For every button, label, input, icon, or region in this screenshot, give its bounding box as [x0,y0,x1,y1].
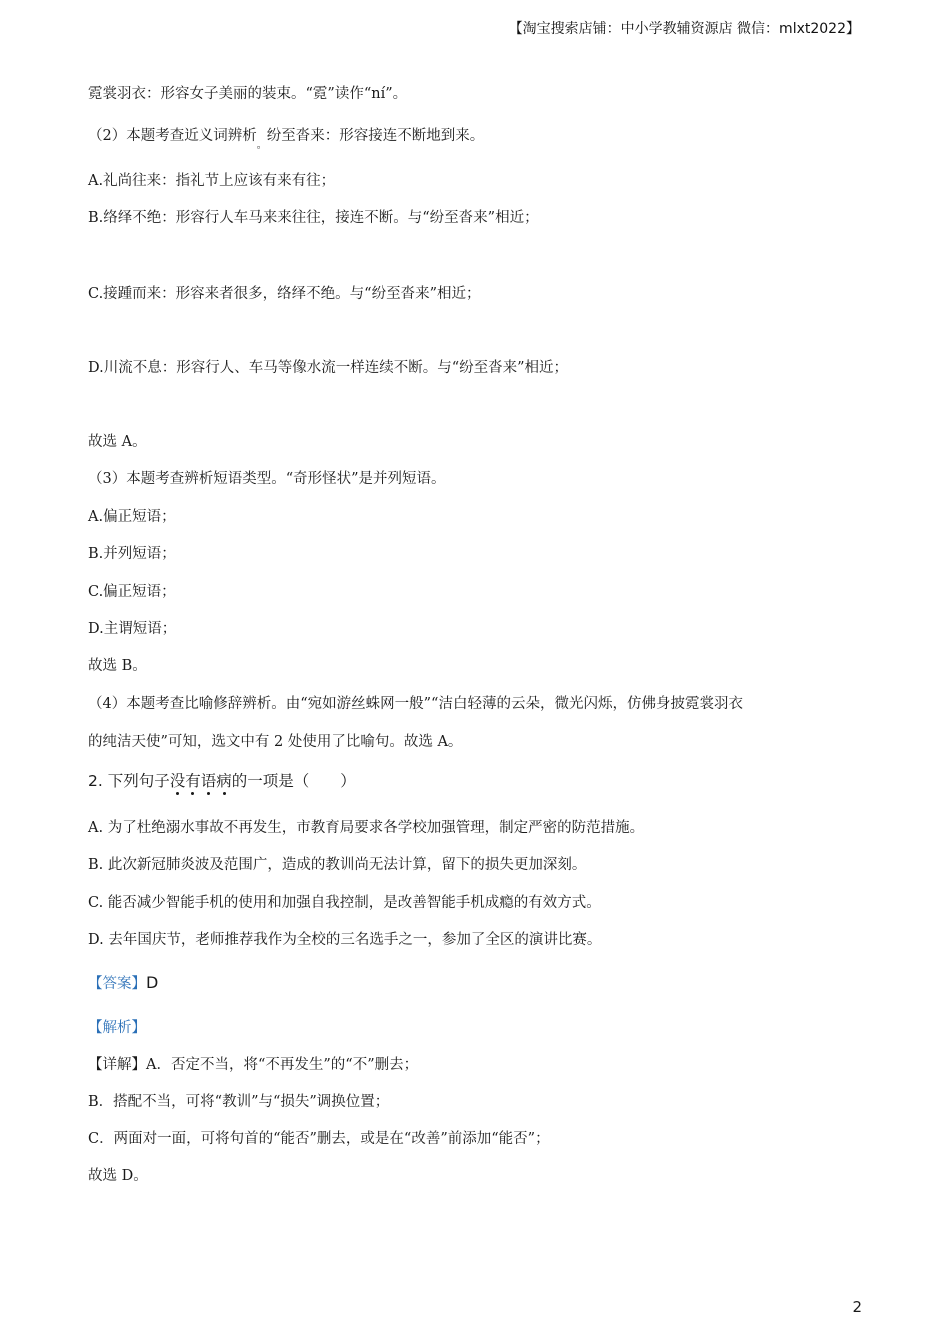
text-line: C.偏正短语； [88,584,176,600]
answer-value: D [146,973,159,992]
option-d: D. 去年国庆节，老师推荐我作为全校的三名选手之一，参加了全区的演讲比赛。 [88,932,602,948]
text-segment: 纷至沓来：形容接连不断地到来。 [266,128,485,144]
text-line: D.主谓短语； [88,621,177,637]
text-line: B.并列短语； [88,546,176,562]
text-line: C．两面对一面，可将句首的“能否”删去，或是在“改善”前添加“能否”； [88,1131,550,1147]
text-segment: 的一项是（ ） [231,772,356,790]
emphasis-char: 语 [200,772,217,790]
answer-line [88,972,158,993]
text-line: 故选 A。 [88,434,147,450]
text-line: D.川流不息：形容行人、车马等像水流一样连续不断。与“纷至沓来”相近； [88,360,569,376]
text-line: C.接踵而来：形容来者很多，络绎不绝。与“纷至沓来”相近； [88,286,481,302]
option-b: B. 此次新冠肺炎波及范围广，造成的教训尚无法计算，留下的损失更加深刻。 [88,857,587,873]
text-segment: （2）本题考查近义词辨析 [88,128,257,144]
text-segment: 2. 下列句子 [88,772,170,790]
text-line: 故选 B。 [88,658,147,674]
text-line [88,124,485,151]
detail-line: 【详解】A．否定不当，将“不再发生”的“不”删去； [88,1057,419,1073]
text-line: 的纯洁天使”可知，选文中有 2 处使用了比喻句。故选 A。 [88,734,463,750]
option-c: C. 能否减少智能手机的使用和加强自我控制，是改善智能手机成瘾的有效方式。 [88,895,601,911]
text-line: （3）本题考查辨析短语类型。“奇形怪状”是并列短语。 [88,471,446,487]
answer-tag: 【答案】 [88,976,146,992]
text-line: A.礼尚往来：指礼节上应该有来有往； [88,173,336,189]
text-segment: 。 [256,140,267,151]
analysis-line [88,1016,146,1037]
question-2-stem [88,769,356,791]
analysis-tag: 【解析】 [88,1020,146,1036]
emphasis-char: 病 [216,772,232,790]
emphasis-char: 有 [185,772,201,790]
page-header: 【淘宝搜索店铺：中小学教辅资源店 微信：mlxt2022】 [508,21,860,37]
text-line: （4）本题考查比喻修辞辨析。由“宛如游丝蛛网一般”“洁白轻薄的云朵，微光闪烁，仿佛身披霓裳羽衣 [88,696,743,712]
page-number: 2 [852,1298,862,1316]
text-line: B．搭配不当，可将“教训”与“损失”调换位置； [88,1094,390,1110]
text-line: 霓裳羽衣：形容女子美丽的装束。“霓”读作“ní”。 [88,86,408,102]
text-line: B.络绎不绝：形容行人车马来来往往，接连不断。与“纷至沓来”相近； [88,210,539,226]
text-line: 故选 D。 [88,1168,148,1184]
emphasis-char: 没 [169,772,186,790]
text-line: A.偏正短语； [88,509,176,525]
option-a: A. 为了杜绝溺水事故不再发生，市教育局要求各学校加强管理，制定严密的防范措施。 [88,820,645,836]
